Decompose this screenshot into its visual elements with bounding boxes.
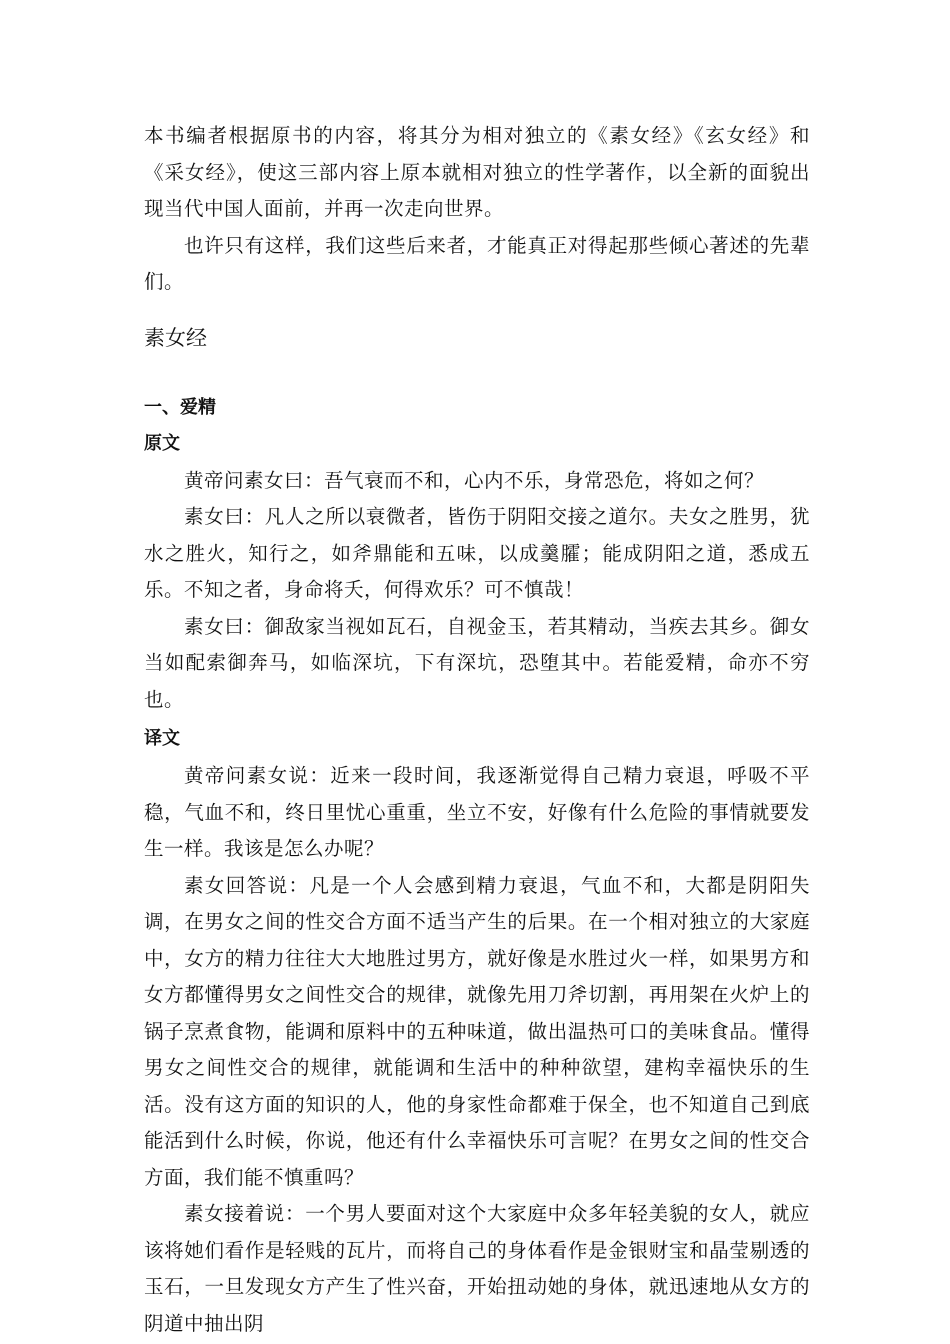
original-paragraph-3: 素女曰：御敌家当视如瓦石，自视金玉，若其精动，当疾去其乡。御女当如配索御奔马，如临深坑，下有深坑，恐堕其中。若能爱精，命亦不穷也。: [144, 614, 810, 711]
translation-paragraph-1: 黄帝问素女说：近来一段时间，我逐渐觉得自己精力衰退，呼吸不平稳，气血不和，终日里忧心重重，坐立不安，好像有什么危险的事情就要发生一样。我该是怎么办呢？: [144, 764, 810, 860]
original-heading: 原文: [144, 432, 180, 454]
intro-paragraph-2: 也许只有这样，我们这些后来者，才能真正对得起那些倾心著述的先辈们。: [144, 233, 810, 293]
document-page: [144, 118, 810, 1342]
original-paragraph-1: 黄帝问素女曰：吾气衰而不和，心内不乐，身常恐危，将如之何？: [184, 468, 765, 492]
translation-paragraph-3: 素女接着说：一个男人要面对这个大家庭中众多年轻美貌的女人，就应该将她们看作是轻贱的瓦片，而将自己的身体看作是金银财宝和晶莹剔透的玉石，一旦发现女方产生了性兴奋，开始扭动她的身体，就迅速地从女方的阴道中抽出阴: [144, 1202, 810, 1335]
book-title: 素女经: [144, 325, 207, 350]
intro-paragraph-1: 本书编者根据原书的内容，将其分为相对独立的《素女经》《玄女经》和《采女经》，使这三部内容上原本就相对独立的性学著作，以全新的面貌出现当代中国人面前，并再一次走向世界。: [144, 124, 810, 220]
translation-heading: 译文: [144, 728, 180, 749]
translation-paragraph-2: 素女回答说：凡是一个人会感到精力衰退，气血不和，大都是阴阳失调，在男女之间的性交合方面不适当产生的后果。在一个相对独立的大家庭中，女方的精力往往大大地胜过男方，就好像是水胜过火一样，如果男方和女方都懂得男女之间性交合的规律，就像先用刀斧切割，再用架在火炉上的锅子烹煮食物，能调和原料中的五种味道，做出温热可口的美味食品。懂得男女之间性交合的规律，就能调和生活中的种种欲望，建构幸福快乐的生活。没有这方面的知识的人，他的身家性命都难于保全，也不知道自己到底能活到什么时候，你说，他还有什么幸福快乐可言呢？在男女之间的性交合方面，我们能不慎重吗？: [144, 873, 810, 1189]
section-heading: 一、爱精: [144, 396, 216, 418]
original-paragraph-2: 素女曰：凡人之所以衰微者，皆伤于阴阳交接之道尔。夫女之胜男，犹水之胜火，知行之，如斧鼎能和五味，以成羹臛；能成阴阳之道，悉成五乐。不知之者，身命将夭，何得欢乐？可不慎哉！: [144, 505, 810, 601]
